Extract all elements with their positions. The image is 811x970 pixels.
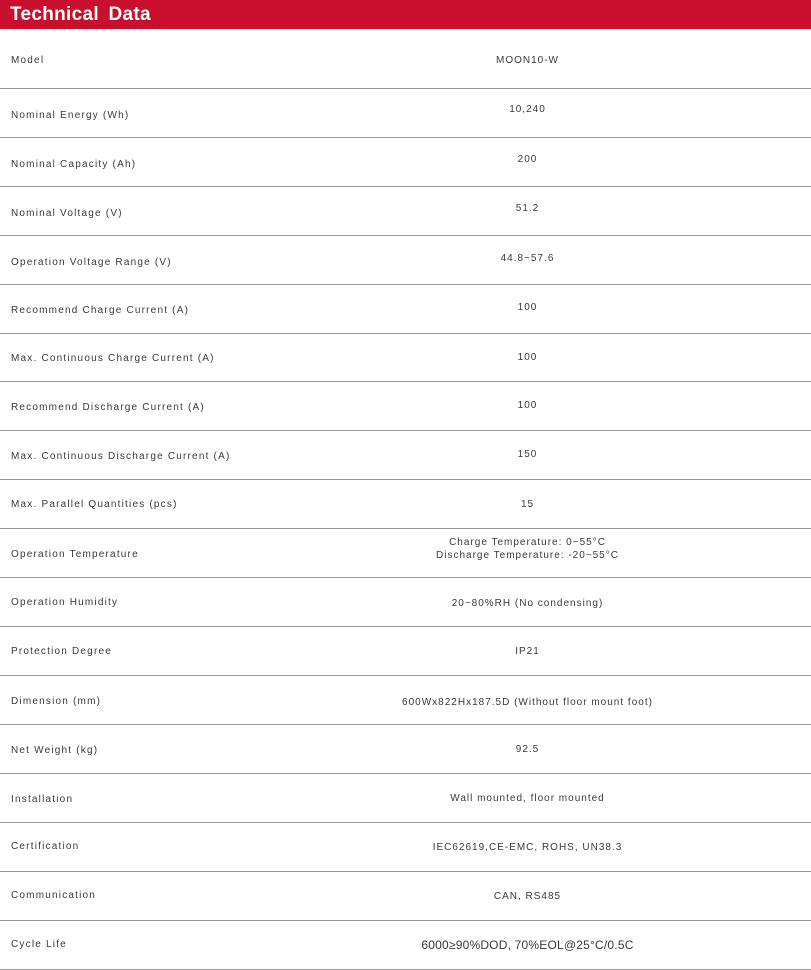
row-value: 150 [517,449,538,460]
row-label: Communication [11,890,97,901]
table-row [0,431,811,480]
table-row [0,382,811,431]
row-label: Net Weight (kg) [11,745,99,756]
table-row [0,285,811,334]
row-label: Certification [11,841,80,852]
row-label: Operation Humidity [11,597,119,608]
section-header [0,0,811,29]
row-value: 20~80%RH (No condensing) [451,598,604,609]
row-value: 100 [517,352,538,363]
row-label: Recommend Charge Current (A) [11,305,190,316]
row-label: Protection Degree [11,646,113,657]
table-row [0,529,811,578]
row-value: 600Wx822Hx187.5D (Without floor mount foot) [402,697,653,708]
table-row [0,921,811,970]
row-label: Nominal Voltage (V) [11,208,123,219]
row-value: IP21 [515,646,540,657]
row-value: 100 [517,302,538,313]
row-label: Max. Continuous Charge Current (A) [11,353,215,364]
table-row [0,676,811,725]
row-value: IEC62619,CE-EMC, ROHS, UN38.3 [432,842,623,853]
row-label: Nominal Energy (Wh) [11,110,130,121]
table-row [0,236,811,285]
row-label: Operation Voltage Range (V) [11,257,172,268]
row-value: 92.5 [515,744,540,755]
row-label: Max. Continuous Discharge Current (A) [11,451,231,462]
row-value: 10,240 [509,104,546,115]
row-value: 200 [517,154,538,165]
row-label: Operation Temperature [11,549,139,560]
row-value: 44.8~57.6 [500,253,555,264]
row-label: Dimension (mm) [11,696,102,707]
table-row [0,29,811,89]
table-row [0,627,811,676]
table-row [0,138,811,187]
table-row [0,89,811,138]
table-row [0,774,811,823]
section-title: Technical Data [10,4,151,25]
table-row [0,578,811,627]
table-row [0,872,811,921]
row-value: CAN, RS485 [493,891,562,902]
row-label: Max. Parallel Quantities (pcs) [11,499,178,510]
table-row [0,823,811,872]
technical-data-table [0,29,811,970]
row-value: 100 [517,400,538,411]
row-value: Wall mounted, floor mounted [450,793,605,804]
row-value-secondary: Discharge Temperature: -20~55°C [436,550,619,561]
table-row [0,187,811,236]
row-label: Nominal Capacity (Ah) [11,159,137,170]
row-value: 6000≥90%DOD, 70%EOL@25°C/0.5C [421,938,634,952]
row-label: Recommend Discharge Current (A) [11,402,205,413]
row-value: Charge Temperature: 0~55°C [449,537,606,548]
row-label: Installation [11,794,74,805]
table-row [0,725,811,774]
row-value: 51.2 [515,203,540,214]
row-value: 15 [520,499,535,510]
row-label: Model [11,55,45,66]
row-value: MOON10-W [496,55,559,66]
table-row [0,334,811,382]
row-label: Cycle Life [11,939,67,950]
table-row [0,480,811,529]
